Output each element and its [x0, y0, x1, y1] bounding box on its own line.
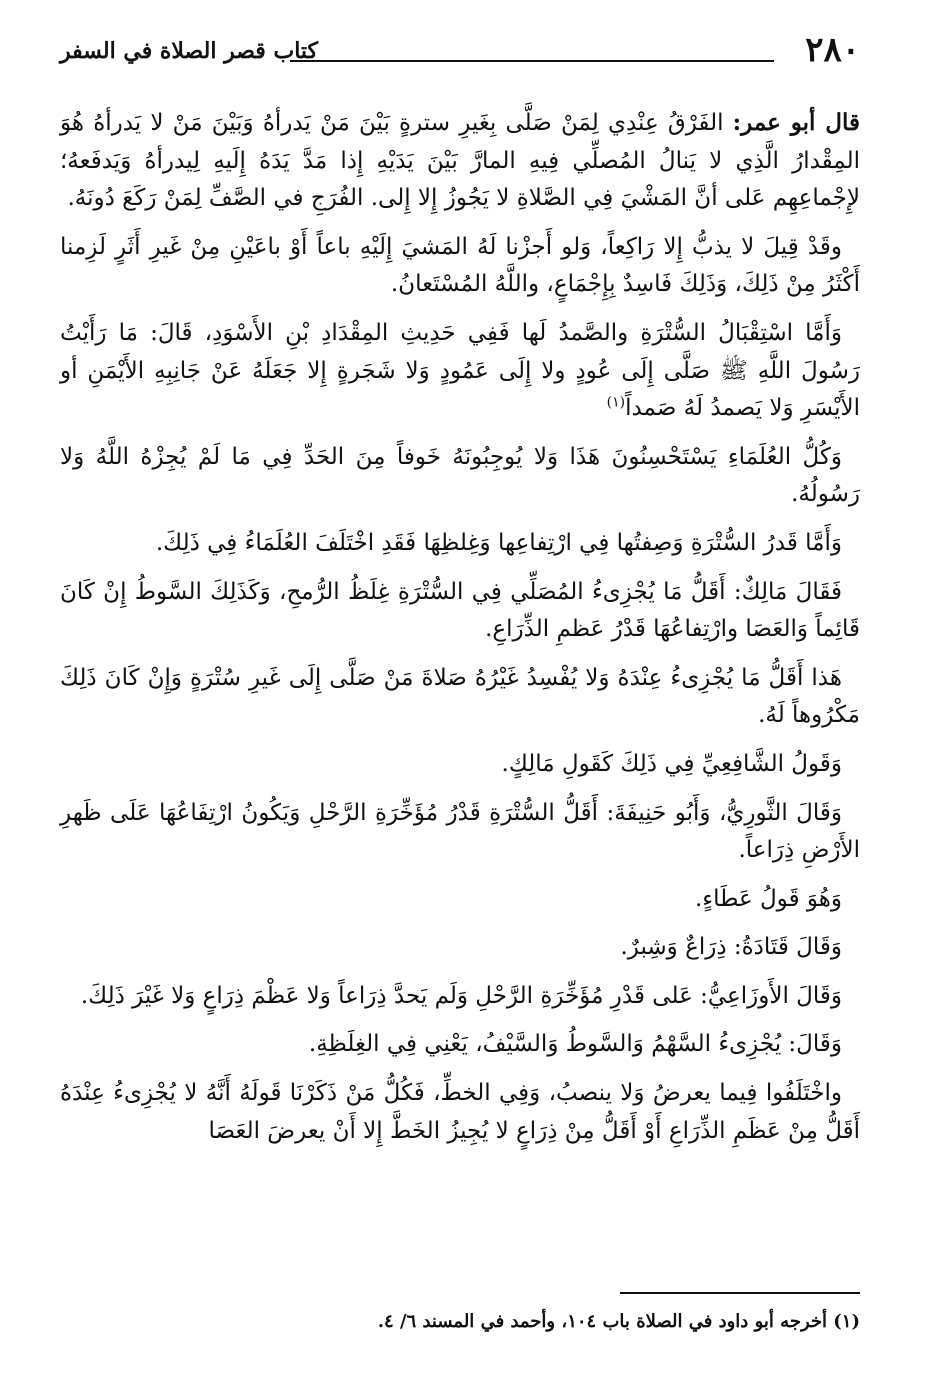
paragraph-2: وقَدْ قِيلَ لا يذبُّ إِلا رَاكِعاً، وَلو أَجزْنا لَهُ المَشيَ إِلَيْهِ باعاً أَوْ باعَيْنِ مِنْ غَيرِ أَثَرٍ لَزِمنا أَكْثَرُ مِنْ ذَلِكَ، وَذَلِكَ فَاسِدٌ بِإِجْمَاعٍ، واللَّهُ المُسْتَعانُ.: [60, 233, 860, 298]
footnote: (١) أخرجه أبو داود في الصلاة باب ١٠٤، وأحمد في المسند ٦/ ٤.: [377, 1311, 860, 1332]
footnote-reference: (١): [606, 394, 626, 411]
paragraph-5: وَأَمَّا قَدرُ السُّتْرَةِ وَصِفتُها فِي ارْتِفاعِها وَغِلظِهَا فَقَدِ اخْتَلَفَ العُلَمَاءُ فِي ذَلِكَ.: [155, 529, 842, 556]
paragraph-6: فَقَالَ مَالِكٌ: أَقَلُّ مَا يُجْزِىءُ المُصَلِّي فِي السُّتْرَةِ غِلَظُ الرُّمحِ، وَكَذَلِكَ السَّوطُ إِنْ كَانَ قَائِماً وَالعَصَا وارْتِفاعُهَا قَدْرُ عَظمِ الذِّرَاعِ.: [60, 578, 860, 643]
paragraph-1: [60, 104, 860, 218]
paragraph-11: وَقَالَ قَتَادَةُ: ذِرَاعٌ وَشِبرٌ.: [620, 934, 842, 961]
header-rule: [290, 60, 774, 62]
page-number: ٢٨٠: [805, 30, 860, 70]
paragraph-text: الفَرْقُ عِنْدِي لِمَنْ صَلَّى بِغَيرِ سترةٍ بَيْنَ مَنْ يَدرأهُ وَبَيْنَ مَنْ لا يَدرأهُ هُوَ المِقْدارُ الَّذِي لا يَنالُ المُصلِّي فِيهِ المارَّ بَيْنَ يَدَيْهِ إِذا مَدَّ يَدَهُ إِلَيهِ لِيدرأهُ وَيَدفَعهُ؛ لإِجْماعِهِم عَلى أنَّ المَشْيَ فِي الصَّلاةِ لا يَجُوزُ إِلا إِلى. الفُرَجِ في الصَّفِّ لِمَنْ رَكَعَ دُونَهُ.: [60, 110, 860, 212]
page-header: [60, 30, 860, 76]
paragraph-3: [60, 315, 860, 428]
paragraph-4: وَكُلُّ العُلَمَاءِ يَسْتَحْسِنُونَ هَذَا وَلا يُوجِبُونَهُ خَوفاً مِنَ الحَدِّ فِي مَا لَمْ يُجِزْهُ اللَّهُ وَلا رَسُولُهُ.: [60, 443, 860, 508]
running-title: كتاب قصر الصلاة في السفر: [60, 38, 319, 64]
paragraph-14: واخْتَلَفُوا فِيما يعرضُ وَلا ينصبُ، وَفِي الخطِّ، فَكُلُّ مَنْ ذَكَرْنَا قَولَهُ أَنَّهُ لا يُجْزِىءُ عِنْدَهُ أَقَلُّ مِنْ عَظَمِ الذِّرَاعِ أَوْ أَقَلُّ مِنْ ذِرَاعٍ لا يُجِيزُ الخَطَّ إِلا أَنْ يعرضَ العَصَا: [60, 1080, 860, 1144]
main-text: [60, 104, 860, 1161]
paragraph-12: وَقَالَ الأَوزَاعِيُّ: عَلى قَدْرِ مُؤَخِّرَةِ الرَّحْلِ وَلَم يَحدَّ ذِرَاعاً وَلا عَظْمَ ذِرَاعٍ وَلا غَيْرَ ذَلِكَ.: [80, 982, 842, 1009]
paragraph-8: وَقَولُ الشَّافِعِيِّ فِي ذَلِكَ كَقَولِ مَالِكٍ.: [501, 750, 842, 777]
paragraph-9: وَقَالَ الثَّورِيُّ، وَأَبُو حَنِيفَةَ: أَقَلُّ السُّتْرَةِ قَدْرُ مُؤَخِّرَةِ الرَّحْلِ وَيَكُونُ ارْتِفَاعُهَا عَلَى ظَهرِ الأَرْضِ ذِرَاعاً.: [60, 799, 860, 864]
paragraph-7: هَذا أَقَلُّ مَا يُجْزِىءُ عِنْدَهُ وَلا يُفْسِدُ غَيْرُهُ صَلاةَ مَنْ صَلَّى إِلَى غَيرِ سُتْرَةٍ وَإِنْ كَانَ ذَلِكَ مَكْرُوهاً لَهُ.: [60, 664, 860, 729]
paragraph-10: وَهُوَ قَولُ عَطَاءٍ.: [694, 885, 842, 912]
footnote-rule: [620, 1292, 860, 1294]
paragraph-13: وَقَالَ: يُجْزِىءُ السَّهْمُ وَالسَّوطُ وَالسَّيْفُ، يَعْنِي فِي الغِلَظِةِ.: [308, 1031, 842, 1058]
paragraph-text: وَأَمَّا اسْتِقْبَالُ السُّتْرَةِ والصَّمدُ لَها فَفِي حَدِيثِ المِقْدَادِ بْنِ الأَسْوَدِ، قَالَ: مَا رَأَيْتُ رَسُولَ اللَّهِ ﷺ صَلَّى إِلَى عُودٍ ولا إِلَى عَمُودٍ وَلا شَجَرةٍ إِلا جَعَلَهُ عَنْ جَانِبِهِ الأَيْمَنِ أو الأَيْسَرِ وَلا يَصمدُ لَهُ صَمداً: [60, 319, 860, 422]
speaker-label: قال أبو عمر:: [732, 109, 860, 136]
